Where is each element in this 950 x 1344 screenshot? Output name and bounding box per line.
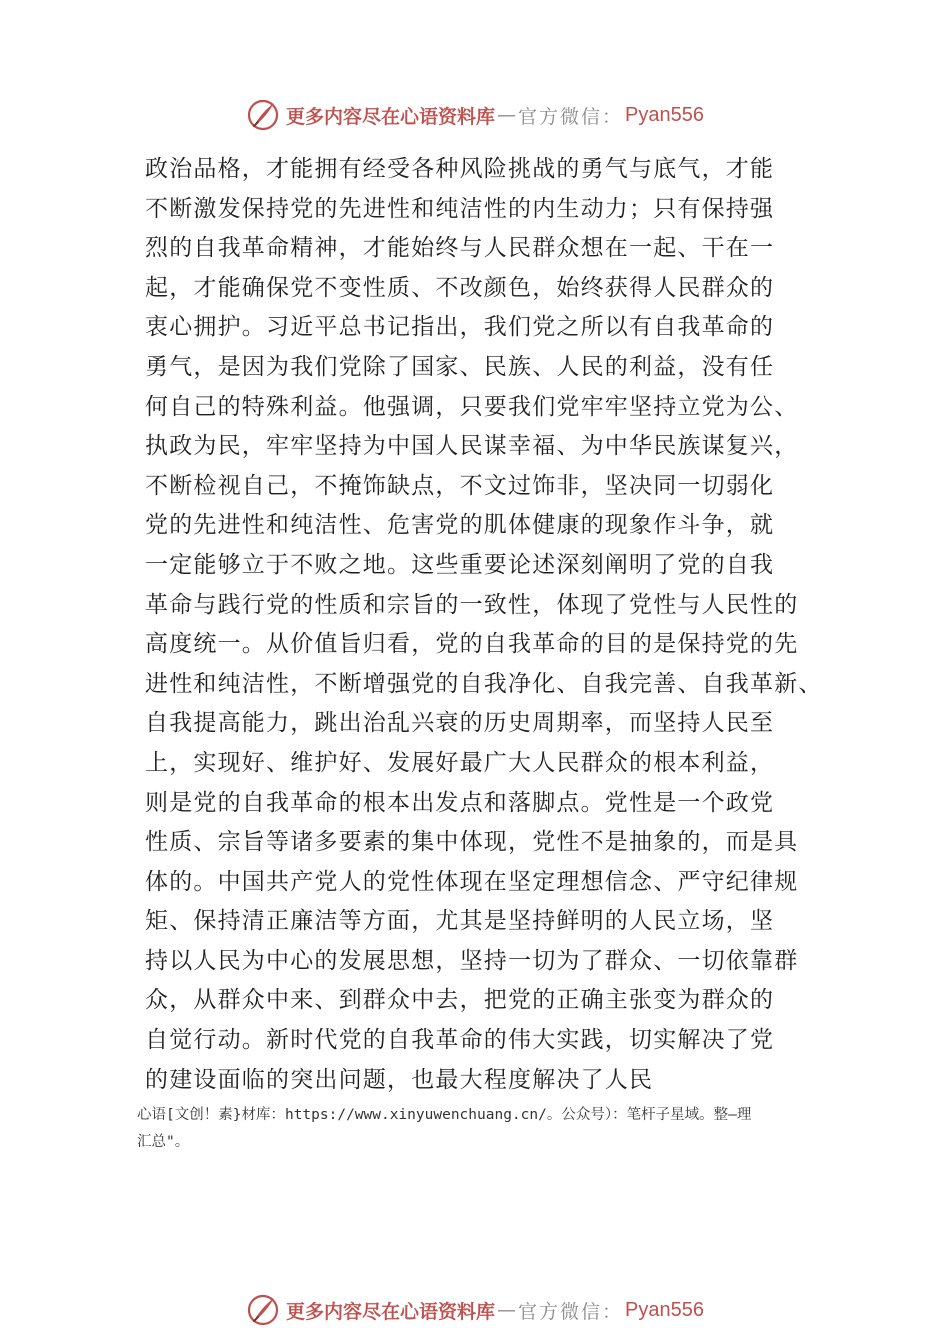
wechat-label: 官方微信： bbox=[518, 1300, 624, 1323]
body-line: 党的先进性和纯洁性、危害党的肌体健康的现象作斗争，就 bbox=[145, 512, 775, 539]
wechat-id: Pyan556 bbox=[625, 103, 704, 126]
header-banner bbox=[0, 95, 950, 135]
wechat-label: 官方微信： bbox=[518, 105, 624, 128]
body-line: 执政为民，牢牢坚持为中国人民谋幸福、为中华民族谋复兴， bbox=[145, 433, 799, 460]
body-line: 何自己的特殊利益。他强调，只要我们党牢牢坚持立党为公、 bbox=[145, 393, 799, 420]
body-line: 勇气，是因为我们党除了国家、民族、人民的利益，没有任 bbox=[145, 353, 775, 380]
body-line: 体的。中国共产党人的党性体现在坚定理想信念、严守纪律规 bbox=[145, 868, 799, 895]
body-line: 革命与践行党的性质和宗旨的一致性，体现了党性与人民性的 bbox=[145, 591, 799, 618]
brand-text: 更多内容尽在心语资料库 bbox=[286, 1300, 496, 1323]
banner-dash: — bbox=[497, 1299, 517, 1321]
body-line: 的建设面临的突出问题，也最大程度解决了人民 bbox=[145, 1066, 654, 1093]
body-line: 则是党的自我革命的根本出发点和落脚点。党性是一个政党 bbox=[145, 789, 775, 816]
body-line: 进性和纯洁性，不断增强党的自我净化、自我完善、自我革新、 bbox=[145, 670, 823, 697]
body-line: 烈的自我革命精神，才能始终与人民群众想在一起、干在一 bbox=[145, 235, 775, 262]
body-line: 不断激发保持党的先进性和纯洁性的内生动力；只有保持强 bbox=[145, 195, 775, 222]
source-note bbox=[137, 1102, 847, 1156]
quill-pen-logo-icon bbox=[246, 1293, 280, 1327]
wechat-id: Pyan556 bbox=[625, 1298, 704, 1321]
body-line: 性质、宗旨等诸多要素的集中体现，党性不是抽象的，而是具 bbox=[145, 829, 799, 856]
source-note-line-2: 汇总"。 bbox=[137, 1134, 190, 1150]
body-line: 政治品格，才能拥有经受各种风险挑战的勇气与底气，才能 bbox=[145, 156, 775, 182]
body-line: 上，实现好、维护好、发展好最广大人民群众的根本利益， bbox=[145, 749, 775, 776]
brand-text: 更多内容尽在心语资料库 bbox=[286, 105, 496, 128]
body-line: 矩、保持清正廉洁等方面，尤其是坚持鲜明的人民立场，坚 bbox=[145, 908, 775, 935]
body-line: 自我提高能力，跳出治乱兴衰的历史周期率，而坚持人民至 bbox=[145, 710, 775, 737]
quill-pen-logo-icon bbox=[246, 98, 280, 132]
banner-dash: — bbox=[497, 104, 517, 126]
body-line: 一定能够立于不败之地。这些重要论述深刻阐明了党的自我 bbox=[145, 551, 775, 578]
body-line: 持以人民为中心的发展思想，坚持一切为了群众、一切依靠群 bbox=[145, 947, 799, 974]
document-body bbox=[145, 150, 845, 1100]
body-line: 高度统一。从价值旨归看，党的自我革命的目的是保持党的先 bbox=[145, 631, 799, 658]
footer-banner bbox=[0, 1290, 950, 1330]
body-line: 自觉行动。新时代党的自我革命的伟大实践，切实解决了党 bbox=[145, 1027, 775, 1054]
source-note-line-1: 心语[文创！素}材库：https://www.xinyuwenchuang.cn/。公众号）：笔杆子星域。整—理 bbox=[137, 1107, 752, 1123]
body-line: 起，才能确保党不变性质、不改颜色，始终获得人民群众的 bbox=[145, 274, 775, 301]
body-line: 不断检视自己，不掩饰缺点，不文过饰非，坚决同一切弱化 bbox=[145, 472, 775, 499]
body-line: 众，从群众中来、到群众中去，把党的正确主张变为群众的 bbox=[145, 987, 775, 1014]
body-line: 衷心拥护。习近平总书记指出，我们党之所以有自我革命的 bbox=[145, 314, 775, 341]
